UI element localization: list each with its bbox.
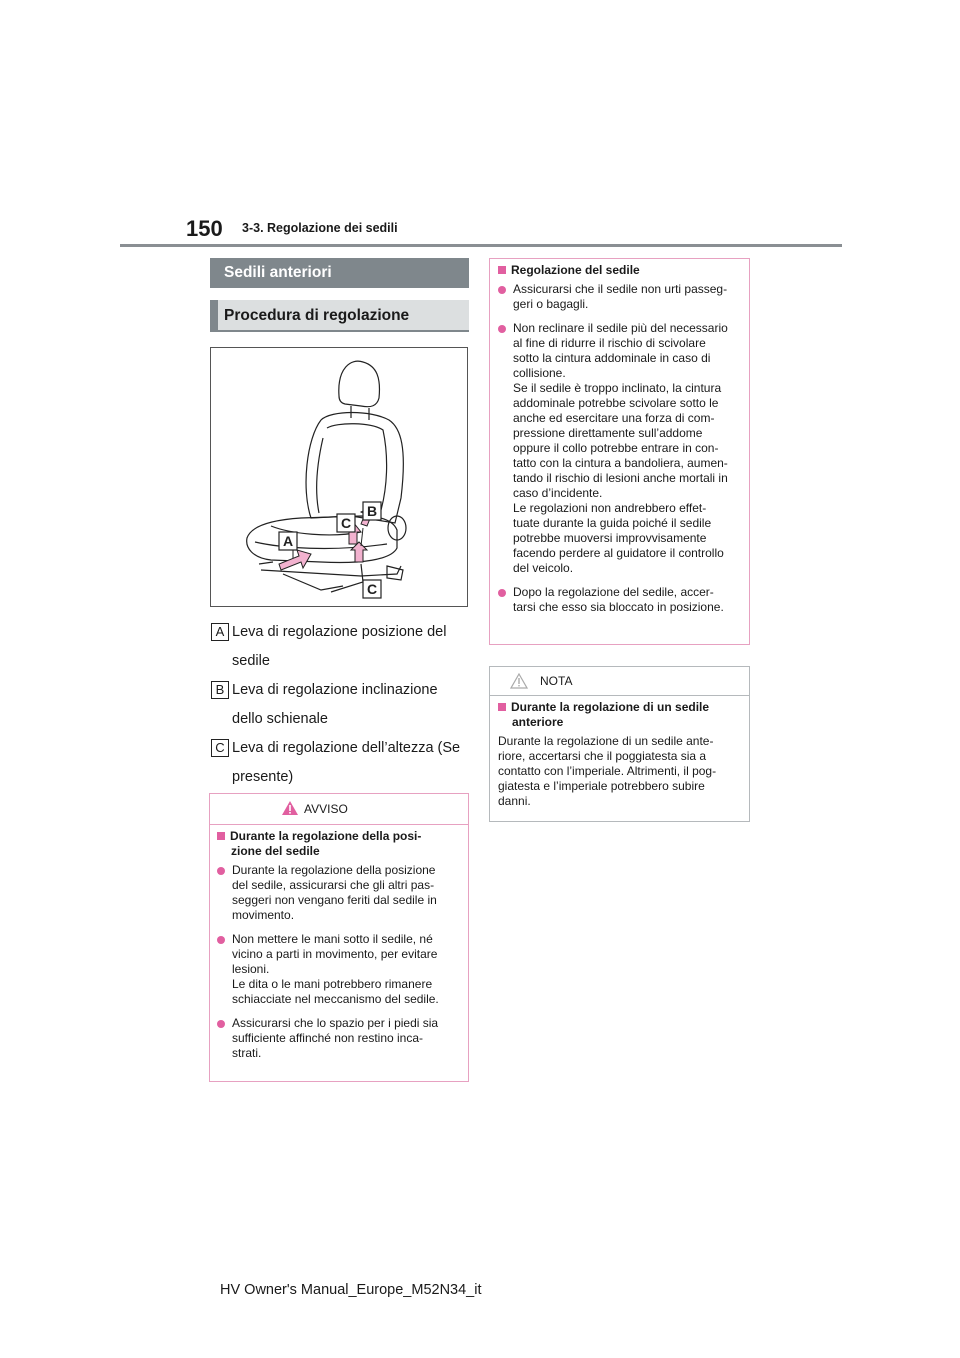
footer-text: HV Owner's Manual_Europe_M52N34_it [220,1282,482,1298]
round-bullet-icon [498,325,506,333]
note-title: NOTA [540,674,573,688]
legend-tag: B [211,681,229,699]
subsection-heading: Procedura di regolazione [210,300,469,332]
square-bullet-icon [498,266,506,274]
warning-bullet: Non mettere le mani sotto il sedile, né vicino a parti in movimento, per evitare lesioni. Le dita o le mani potrebbero rimanere schiacciate nel meccanismo del sedile. [217,932,458,1007]
note-body: Durante la regolazione di un sedile ante- riore, accertarsi che il poggiatesta sia a contatto con l’imperiale. Altrimenti, il pog- giatesta e l’imperiale potrebbero subire danni. [498,734,717,808]
warning-bullet: Durante la regolazione della posizione del sedile, assicurarsi che gli altri pas- seggeri non vengano feriti dal sedile in movimento. [217,863,458,923]
seat-adjustment-bullet: Assicurarsi che il sedile non urti passeg- geri o bagagli. [498,282,739,312]
warning-header [210,794,468,825]
seat-drawing [211,348,467,606]
callout-c-upper: C [341,515,352,531]
warning-bullet: Assicurarsi che lo spazio per i piedi sia sufficiente affinché non restino inca- strati. [217,1016,458,1061]
legend-text: sedile [232,653,270,669]
header-divider [120,244,842,247]
seat-illustration [210,347,468,607]
legend-text: Leva di regolazione inclinazione [232,682,438,698]
round-bullet-icon [498,286,506,294]
section-heading: Sedili anteriori [210,258,469,288]
seat-adjustment-box [489,258,750,645]
square-bullet-icon [217,832,225,840]
note-box [489,666,750,822]
square-bullet-icon [498,703,506,711]
legend-item-b [211,676,481,734]
legend-text: Leva di regolazione posizione del [232,624,447,640]
warning-heading: Durante la regolazione della posi- zione del sedile [217,829,458,859]
legend-tag: A [211,623,229,641]
callout-a: A [283,533,294,549]
seat-adjustment-heading: Regolazione del sedile [498,263,739,278]
legend-tag: C [211,739,229,757]
round-bullet-icon [498,589,506,597]
warning-box [209,793,469,1082]
note-heading: Durante la regolazione di un sedile anteriore [498,700,739,730]
legend-item-c [211,734,481,792]
page-number: 150 [186,216,223,241]
round-bullet-icon [217,1020,225,1028]
caution-icon [510,673,528,689]
round-bullet-icon [217,936,225,944]
callout-b: B [367,503,378,519]
section-title: 3-3. Regolazione dei sedili [242,221,398,235]
legend-item-a [211,618,481,676]
warning-title: AVVISO [304,802,348,816]
legend-text: Leva di regolazione dell’altezza (Se [232,740,461,756]
round-bullet-icon [217,867,225,875]
seat-adjustment-bullet: Dopo la regolazione del sedile, accer- tarsi che esso sia bloccato in posizione. [498,585,739,615]
legend-text: presente) [232,769,294,785]
seat-adjustment-bullet: Non reclinare il sedile più del necessario al fine di ridurre il rischio di scivolare sotto la cintura addominale in caso di collisione. Se il sedile è troppo inclinato, la cintura addominale potrebbe scivolare sotto le anche ed esercitare una forza di com- pressione direttamente sull’addome oppure il collo potrebbe entrare in con- tatto con la cintura a bandoliera, aumen- tando il rischio di lesioni anche mortali in caso d’incidente. Le regolazioni non andrebbero effet- tuate durante la guida poiché il sedile potrebbe muoversi improvvisamente facendo perdere al guidatore il controllo del veicolo. [498,321,739,576]
warning-icon [281,800,299,816]
note-header [490,667,749,696]
callout-c-lower: C [367,581,378,597]
legend-text: dello schienale [232,711,328,727]
